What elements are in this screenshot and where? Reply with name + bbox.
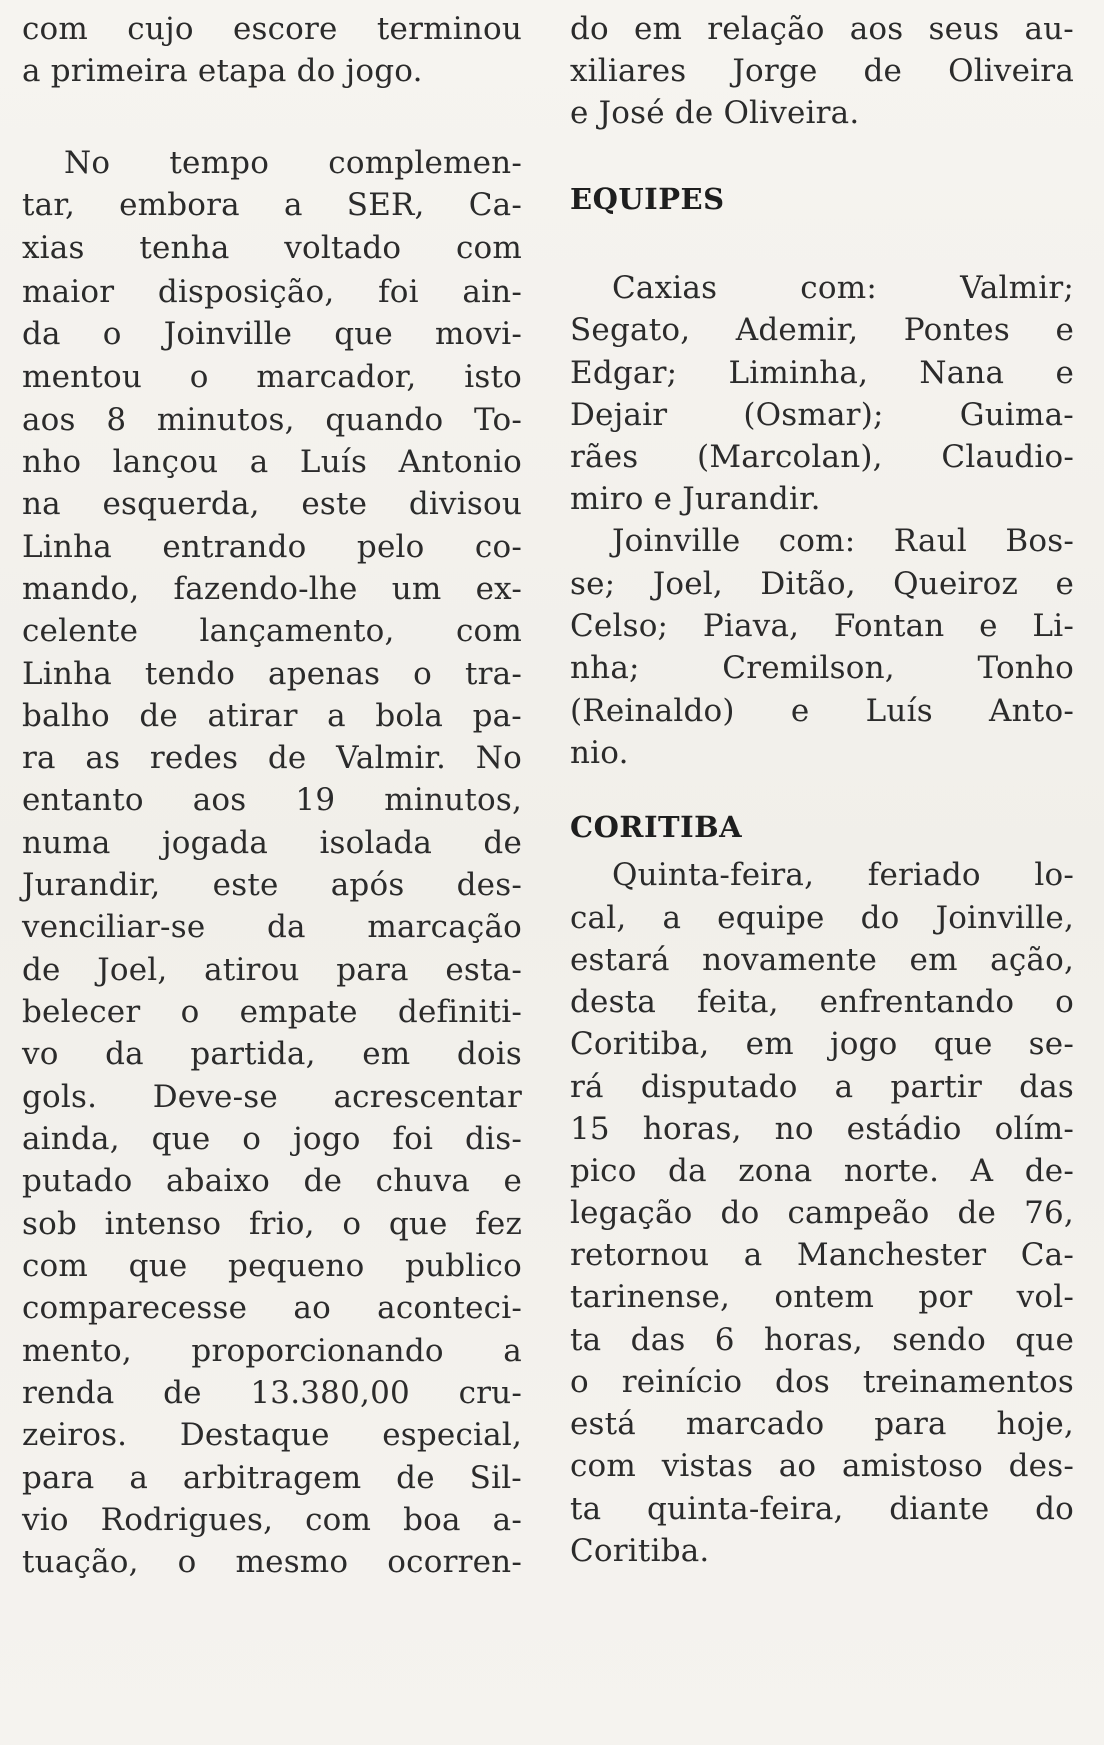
text-line: Quinta-feira, feriado lo- [612, 857, 1074, 893]
text-line: renda de 13.380,00 cru- [22, 1375, 522, 1411]
text-line: com que pequeno publico [22, 1248, 522, 1284]
text-line: ta das 6 horas, sendo que [570, 1322, 1074, 1358]
text-line: para a arbitragem de Sil- [22, 1460, 522, 1496]
text-line: Celso; Piava, Fontan e Li- [570, 608, 1074, 644]
text-line: tuação, o mesmo ocorren- [22, 1544, 522, 1580]
text-line: nha; Cremilson, Tonho [570, 650, 1074, 686]
text-line: desta feita, enfrentando o [570, 984, 1074, 1020]
text-line: xias tenha voltado com [22, 230, 522, 266]
text-line: na esquerda, este divisou [22, 486, 522, 522]
text-line: rá disputado a partir das [570, 1069, 1074, 1105]
text-line: entanto aos 19 minutos, [22, 782, 522, 818]
text-line: maior disposição, foi ain- [22, 274, 522, 310]
text-line: de Joel, atirou para esta- [22, 952, 522, 988]
text-line: tar, embora a SER, Ca- [22, 187, 522, 223]
text-line: está marcado para hoje, [570, 1406, 1074, 1442]
text-line: ra as redes de Valmir. No [22, 740, 522, 776]
text-line: Coritiba. [570, 1533, 710, 1569]
text-line: pico da zona norte. A de- [570, 1153, 1074, 1189]
text-line: balho de atirar a bola pa- [22, 698, 522, 734]
text-line: tarinense, ontem por vol- [570, 1279, 1074, 1315]
text-line: miro e Jurandir. [570, 481, 821, 517]
text-line: vio Rodrigues, com boa a- [22, 1502, 522, 1538]
text-line: putado abaixo de chuva e [22, 1163, 522, 1199]
text-line: 15 horas, no estádio olím- [570, 1111, 1074, 1147]
text-line: rães (Marcolan), Claudio- [570, 439, 1074, 475]
text-line: mando, fazendo-lhe um ex- [22, 571, 522, 607]
text-line: sob intenso frio, o que fez [22, 1206, 522, 1242]
text-line: Coritiba, em jogo que se- [570, 1026, 1074, 1062]
text-line: venciliar-se da marcação [22, 909, 522, 945]
text-line: se; Joel, Ditão, Queiroz e [570, 566, 1074, 602]
text-line: com vistas ao amistoso des- [570, 1448, 1074, 1484]
text-line: do em relação aos seus au- [570, 11, 1074, 47]
text-line: celente lançamento, com [22, 613, 522, 649]
text-line: vo da partida, em dois [22, 1036, 522, 1072]
text-line: cal, a equipe do Joinville, [570, 900, 1074, 936]
text-line: numa jogada isolada de [22, 825, 522, 861]
text-line: retornou a Manchester Ca- [570, 1237, 1074, 1273]
text-line: Caxias com: Valmir; [612, 270, 1074, 306]
text-line: comparecesse ao aconteci- [22, 1290, 522, 1326]
text-line: Jurandir, este após des- [22, 867, 522, 903]
text-line: estará novamente em ação, [570, 942, 1074, 978]
text-line: nho lançou a Luís Antonio [22, 444, 522, 480]
text-line: Edgar; Liminha, Nana e [570, 355, 1074, 391]
text-line: mentou o marcador, isto [22, 359, 522, 395]
text-line: nio. [570, 735, 629, 771]
text-line: No tempo complemen- [64, 145, 522, 181]
text-line: mento, proporcionando a [22, 1333, 522, 1369]
text-line: Joinville com: Raul Bos- [612, 523, 1074, 559]
section-heading: CORITIBA [570, 810, 743, 844]
text-line: aos 8 minutos, quando To- [22, 402, 522, 438]
text-line: belecer o empate definiti- [22, 994, 522, 1030]
text-line: zeiros. Destaque especial, [22, 1417, 522, 1453]
text-line: Linha tendo apenas o tra- [22, 656, 522, 692]
text-line: legação do campeão de 76, [570, 1195, 1074, 1231]
text-line: a primeira etapa do jogo. [22, 53, 423, 89]
text-line: o reinício dos treinamentos [570, 1364, 1074, 1400]
text-line: Segato, Ademir, Pontes e [570, 312, 1074, 348]
text-line: da o Joinville que movi- [22, 316, 522, 352]
section-heading: EQUIPES [570, 182, 725, 216]
text-line: e José de Oliveira. [570, 95, 860, 131]
text-line: ta quinta-feira, diante do [570, 1491, 1074, 1527]
text-line: (Reinaldo) e Luís Anto- [570, 693, 1074, 729]
text-line: com cujo escore terminou [22, 11, 522, 47]
text-line: ainda, que o jogo foi dis- [22, 1121, 522, 1157]
text-line: Linha entrando pelo co- [22, 529, 522, 565]
text-line: xiliares Jorge de Oliveira [570, 53, 1074, 89]
text-line: gols. Deve-se acrescentar [22, 1079, 522, 1115]
text-line: Dejair (Osmar); Guima- [570, 397, 1074, 433]
